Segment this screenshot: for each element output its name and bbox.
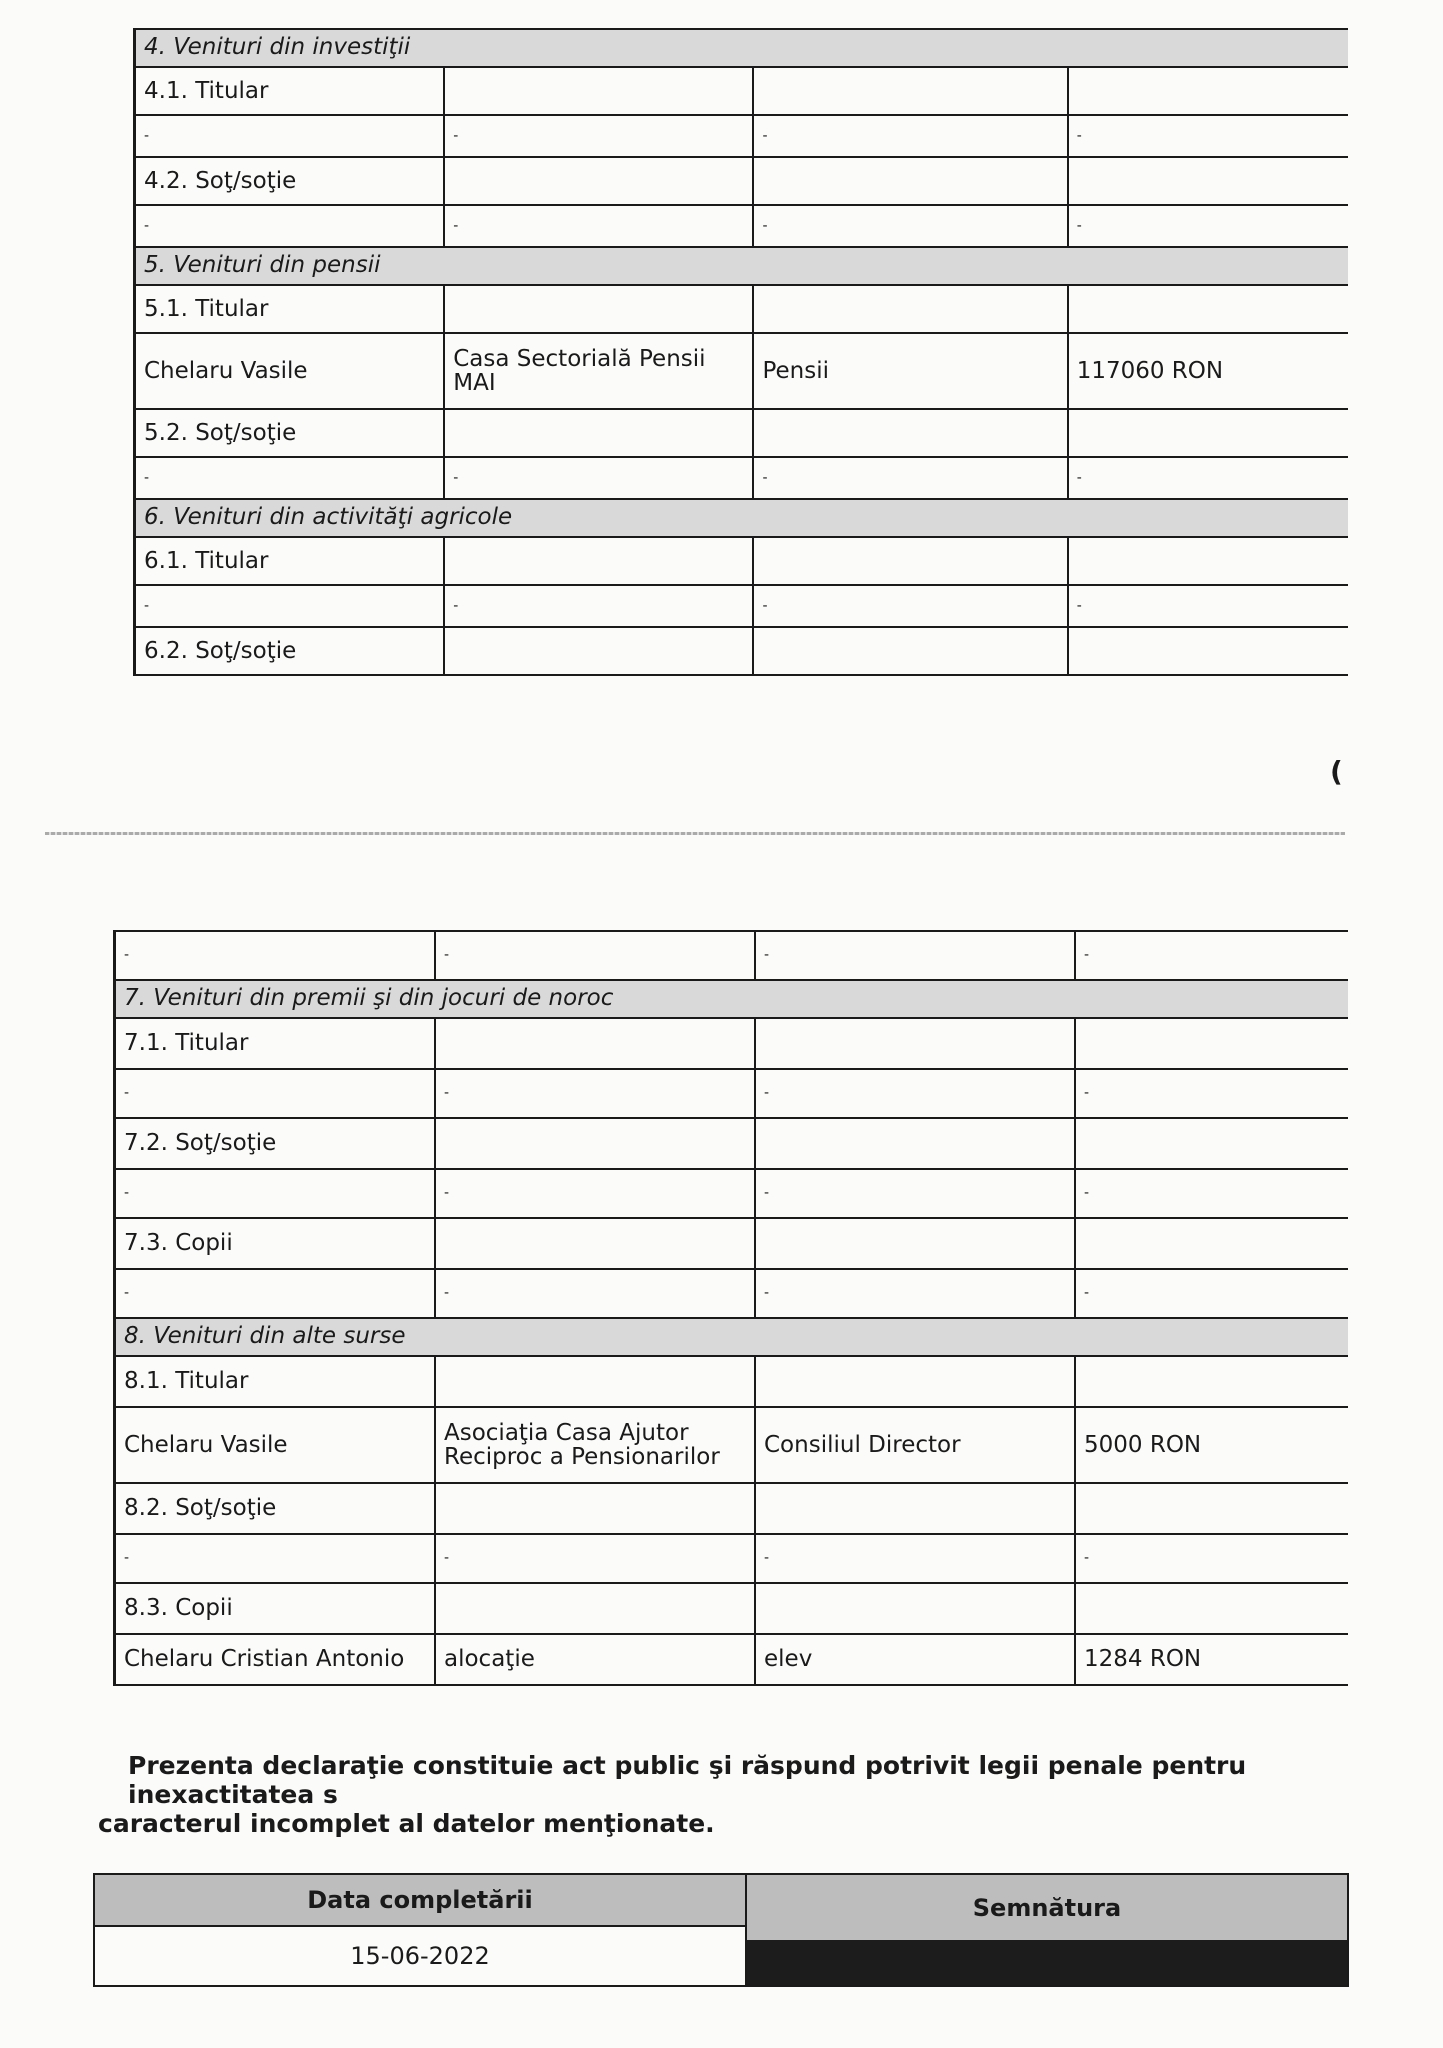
- table-row: [136, 286, 1348, 334]
- table-cell: -: [116, 932, 436, 979]
- table-cell: [754, 410, 1068, 456]
- table-row: [116, 1484, 1348, 1535]
- table-cell: -: [1076, 127, 1082, 144]
- table-cell: -: [754, 458, 1068, 498]
- table-cell: -: [436, 1535, 756, 1582]
- table-cell: [1076, 1119, 1348, 1168]
- date-label: Data completării: [95, 1875, 745, 1927]
- table-cell: [436, 1119, 756, 1168]
- table-row: [116, 1584, 1348, 1635]
- table-cell: -: [1084, 1185, 1090, 1202]
- table-cell: [754, 68, 1068, 114]
- declaration-line-1: Prezenta declaraţie constituie act public şi răspund potrivit legii penale pentru inexactitatea s: [128, 1751, 1247, 1809]
- table-cell: Consiliul Director: [756, 1408, 1076, 1482]
- table-cell: -: [756, 1270, 1076, 1317]
- table-cell: Casa Sectorială Pensii MAI: [445, 334, 754, 408]
- income-table-page-2: [113, 930, 1348, 1686]
- table-row: [116, 1535, 1348, 1584]
- table-cell: -: [445, 458, 754, 498]
- table-row: [136, 538, 1348, 586]
- table-cell: [756, 1584, 1076, 1633]
- declaration-text: [98, 1752, 1348, 1838]
- table-cell: [754, 628, 1068, 674]
- table-cell: -: [136, 116, 445, 156]
- table-row: [136, 458, 1348, 500]
- table-cell: [754, 286, 1068, 332]
- table-row: [116, 1119, 1348, 1170]
- table-cell: 5000 RON: [1084, 1431, 1202, 1458]
- table-cell: [436, 1357, 756, 1406]
- table-cell: [756, 1357, 1076, 1406]
- table-row: [136, 68, 1348, 116]
- table-cell: [756, 1119, 1076, 1168]
- table-cell: 7.1. Titular: [116, 1019, 436, 1068]
- section-title: 4. Venituri din investiţii: [136, 30, 1348, 66]
- table-cell: [436, 1019, 756, 1068]
- table-cell: 1284 RON: [1084, 1646, 1202, 1673]
- table-cell: 4.2. Soţ/soţie: [136, 158, 445, 204]
- table-cell: Chelaru Vasile: [136, 334, 445, 408]
- section-header-row: [136, 500, 1348, 538]
- page-marker: (: [1330, 755, 1343, 788]
- table-row: [136, 586, 1348, 628]
- table-cell: alocaţie: [436, 1635, 756, 1684]
- table-cell: 5.1. Titular: [136, 286, 445, 332]
- table-cell: [445, 286, 754, 332]
- table-cell: -: [116, 1170, 436, 1217]
- table-row: [116, 1019, 1348, 1070]
- table-cell: [445, 158, 754, 204]
- income-table-page-1: [133, 28, 1348, 676]
- table-cell: [436, 1584, 756, 1633]
- table-row: [136, 158, 1348, 206]
- date-column: [95, 1875, 747, 1985]
- section-title: 8. Venituri din alte surse: [116, 1319, 1348, 1355]
- table-cell: [1069, 158, 1348, 204]
- table-cell: Chelaru Cristian Antonio: [116, 1635, 436, 1684]
- signature-redacted: [747, 1940, 1347, 1985]
- table-cell: 6.1. Titular: [136, 538, 445, 584]
- table-cell: Pensii: [754, 334, 1068, 408]
- table-cell: [445, 410, 754, 456]
- table-cell: [1076, 1357, 1348, 1406]
- table-cell: -: [756, 1170, 1076, 1217]
- table-cell: 8.3. Copii: [116, 1584, 436, 1633]
- section-title: 7. Venituri din premii şi din jocuri de noroc: [116, 981, 1348, 1017]
- table-cell: -: [116, 1070, 436, 1117]
- table-cell: -: [136, 458, 445, 498]
- table-cell: -: [116, 1535, 436, 1582]
- table-row: [136, 334, 1348, 410]
- table-cell: -: [116, 1270, 436, 1317]
- table-cell: 117060 RON: [1076, 357, 1224, 384]
- table-cell: 4.1. Titular: [136, 68, 445, 114]
- table-row: [136, 410, 1348, 458]
- table-cell: [754, 538, 1068, 584]
- section-header-row: [136, 28, 1348, 68]
- table-cell: [756, 1484, 1076, 1533]
- table-cell: -: [754, 116, 1068, 156]
- table-cell: 8.2. Soţ/soţie: [116, 1484, 436, 1533]
- table-cell: [1076, 1584, 1348, 1633]
- table-cell: -: [1076, 469, 1082, 486]
- table-cell: [1069, 628, 1348, 674]
- table-row: [116, 1270, 1348, 1319]
- table-cell: -: [445, 586, 754, 626]
- signature-table: [93, 1873, 1349, 1987]
- table-cell: Asociaţia Casa Ajutor Reciproc a Pensionarilor: [436, 1408, 756, 1482]
- table-cell: 7.2. Soţ/soţie: [116, 1119, 436, 1168]
- signature-label: Semnătura: [747, 1875, 1347, 1940]
- section-title: 6. Venituri din activităţi agricole: [136, 500, 1348, 536]
- table-cell: [1069, 410, 1348, 456]
- table-cell: [756, 1219, 1076, 1268]
- table-cell: [756, 1019, 1076, 1068]
- table-cell: -: [136, 586, 445, 626]
- table-cell: 6.2. Soţ/soţie: [136, 628, 445, 674]
- table-cell: -: [754, 206, 1068, 246]
- table-row: [136, 116, 1348, 158]
- table-row: [116, 1635, 1348, 1686]
- table-cell: [445, 68, 754, 114]
- table-cell: -: [756, 1070, 1076, 1117]
- declaration-line-2: caracterul incomplet al datelor menţionate.: [98, 1808, 715, 1838]
- table-row: [116, 930, 1348, 981]
- table-cell: elev: [756, 1635, 1076, 1684]
- table-cell: -: [436, 932, 756, 979]
- section-title: 5. Venituri din pensii: [136, 248, 1348, 284]
- table-cell: -: [436, 1170, 756, 1217]
- table-cell: -: [1076, 217, 1082, 234]
- table-cell: [436, 1219, 756, 1268]
- table-row: [136, 206, 1348, 248]
- table-cell: [1069, 538, 1348, 584]
- table-cell: 7.3. Copii: [116, 1219, 436, 1268]
- table-cell: -: [445, 116, 754, 156]
- table-cell: [1076, 1219, 1348, 1268]
- table-cell: -: [754, 586, 1068, 626]
- table-cell: 5.2. Soţ/soţie: [136, 410, 445, 456]
- table-cell: -: [1084, 947, 1090, 964]
- table-cell: [445, 628, 754, 674]
- table-cell: -: [1084, 1085, 1090, 1102]
- section-header-row: [136, 248, 1348, 286]
- date-value: 15-06-2022: [350, 1942, 490, 1970]
- table-cell: 8.1. Titular: [116, 1357, 436, 1406]
- table-cell: -: [445, 206, 754, 246]
- table-cell: [1069, 68, 1348, 114]
- table-cell: [436, 1484, 756, 1533]
- table-cell: [1076, 1019, 1348, 1068]
- table-cell: [754, 158, 1068, 204]
- table-cell: [445, 538, 754, 584]
- table-cell: -: [1084, 1285, 1090, 1302]
- table-cell: [1076, 1484, 1348, 1533]
- table-row: [116, 1408, 1348, 1484]
- table-cell: -: [1076, 597, 1082, 614]
- table-row: [116, 1070, 1348, 1119]
- table-cell: -: [756, 1535, 1076, 1582]
- table-cell: -: [436, 1270, 756, 1317]
- table-row: [116, 1357, 1348, 1408]
- signature-column: [747, 1875, 1347, 1985]
- table-row: [116, 1170, 1348, 1219]
- table-row: [116, 1219, 1348, 1270]
- section-header-row: [116, 981, 1348, 1019]
- table-cell: [1069, 286, 1348, 332]
- table-cell: -: [756, 932, 1076, 979]
- table-cell: -: [136, 206, 445, 246]
- table-cell: -: [436, 1070, 756, 1117]
- table-cell: Chelaru Vasile: [116, 1408, 436, 1482]
- page-separator: [45, 832, 1345, 835]
- section-header-row: [116, 1319, 1348, 1357]
- table-cell: -: [1084, 1550, 1090, 1567]
- table-row: [136, 628, 1348, 676]
